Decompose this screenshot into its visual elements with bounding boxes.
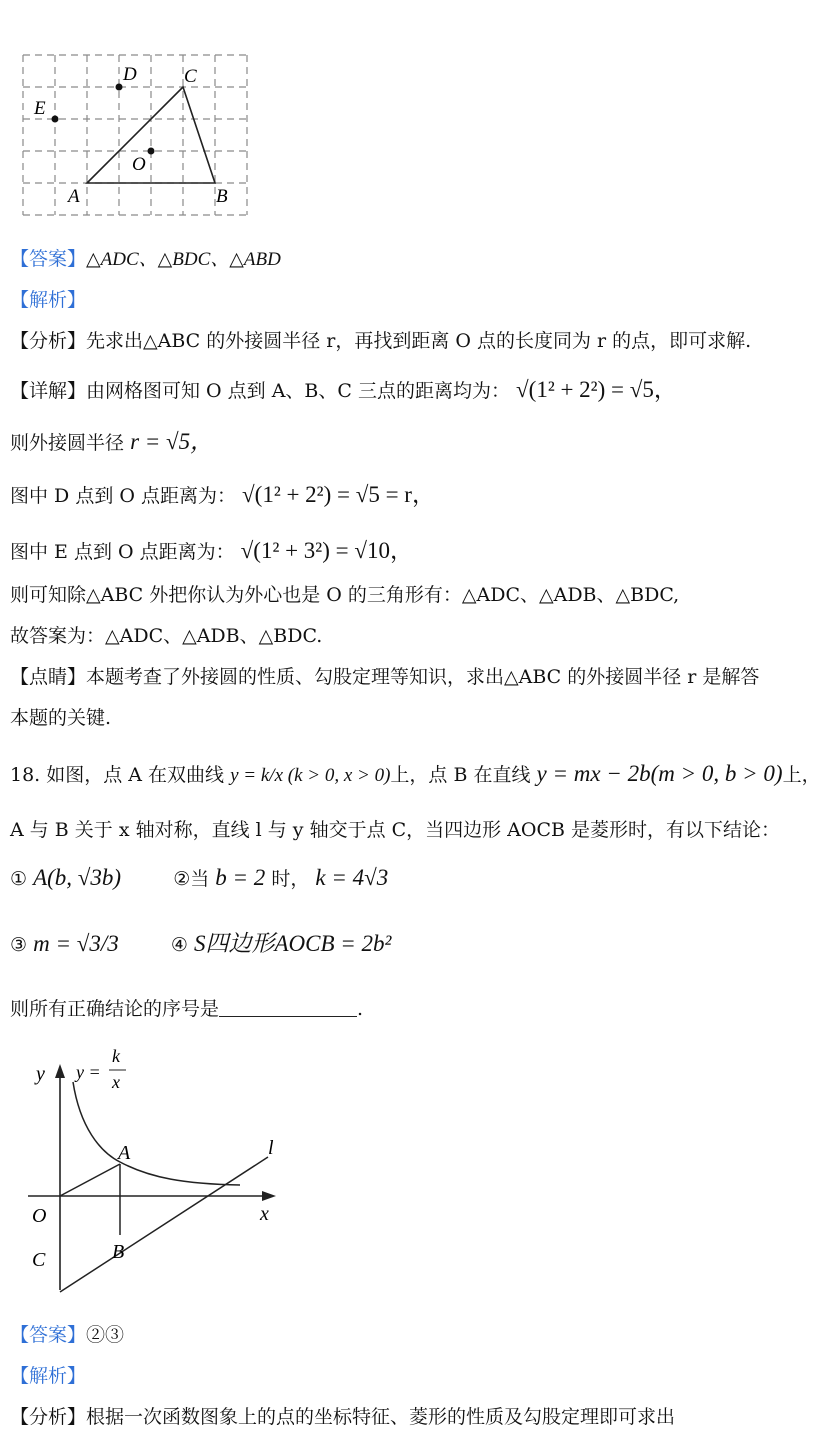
fig2-label-o: O	[32, 1205, 47, 1227]
fig2-label-x: x	[260, 1203, 269, 1225]
p17-line1: 由网格图可知 O 点到 A、B、C 三点的距离均为：	[86, 380, 510, 402]
p18-q1-math1: y = k/x (k > 0, x > 0)	[230, 765, 391, 786]
p17-line4-prefix: 图中 E 点到 O 点距离为：	[10, 541, 235, 563]
p17-dianjing-text1: 本题考查了外接圆的性质、勾股定理等知识，求出△ABC 的外接圆半径 r 是解答	[86, 666, 760, 688]
p18-q1-a: 18. 如图，点 A 在双曲线	[10, 764, 225, 786]
p18-c3-mark: ③	[10, 934, 28, 956]
p17-fenxi-tag: 【分析】	[10, 330, 87, 352]
p18-fenxi-text: 根据一次函数图象上的点的坐标特征、菱形的性质及勾股定理即可求出	[86, 1406, 676, 1428]
p18-c2-mid: 时，	[271, 868, 310, 890]
p17-dianjing-text2: 本题的关键.	[10, 707, 112, 729]
p18-q1-math2: y = mx − 2b(m > 0, b > 0)	[536, 761, 783, 786]
p17-line2-math: r = √5，	[130, 429, 214, 454]
p17-line4-math: √(1² + 3²) = √10，	[240, 538, 413, 563]
point-o	[148, 148, 155, 155]
p17-dianjing-line	[10, 663, 759, 691]
p18-answer-text: ②③	[86, 1324, 125, 1346]
point-d	[116, 84, 123, 91]
p17-fenxi-line	[10, 327, 751, 355]
p17-answer-line	[10, 245, 281, 274]
p18-question-line1	[10, 760, 821, 790]
p17-line2-prefix: 则外接圆半径	[10, 432, 125, 454]
point-e	[52, 116, 59, 123]
p18-c1-mark: ①	[10, 868, 28, 890]
p18-conclusions-1-2	[10, 864, 388, 893]
p18-question-line2: A 与 B 关于 x 轴对称，直线 l 与 y 轴交于点 C，当四边形 AOCB 是菱形时，有以下结论：	[10, 819, 781, 841]
label-a: A	[68, 186, 80, 207]
p18-c1-math: A(b, √3b)	[33, 865, 122, 890]
p18-c3-math: m = √3/3	[33, 931, 119, 956]
answer-blank[interactable]	[219, 996, 357, 1017]
p17-line2	[10, 428, 213, 457]
p18-q1-b: 上，点 B 在直线	[390, 764, 531, 786]
p18-c2-mark: ②当	[173, 868, 210, 890]
p18-q1-c: 上，	[782, 764, 821, 786]
p18-fenxi-tag: 【分析】	[10, 1406, 87, 1428]
fig2-label-k: k	[112, 1046, 120, 1066]
p17-line5: 则可知除△ABC 外把你认为外心也是 O 的三角形有：△ADC、△ADB、△BDC,	[10, 584, 680, 606]
p17-answer-text: △ADC、△BDC、△ABD	[86, 249, 281, 270]
p17-dianjing-tag: 【点睛】	[10, 666, 87, 688]
label-e: E	[34, 98, 46, 119]
label-o: O	[132, 154, 146, 175]
p17-line3-prefix: 图中 D 点到 O 点距离为：	[10, 485, 236, 507]
p18-answer-tag: 【答案】	[10, 1324, 87, 1346]
fig2-label-x-den: x	[112, 1072, 120, 1092]
fig2-label-l: l	[268, 1137, 274, 1159]
p18-c2-math2: k = 4√3	[315, 865, 389, 890]
p17-fenxi-text: 先求出△ABC 的外接圆半径 r，再找到距离 O 点的长度同为 r 的点，即可求解.	[86, 330, 752, 352]
label-b: B	[216, 186, 228, 207]
fig2-label-c: C	[32, 1249, 46, 1271]
hyperbola-curve	[73, 1082, 240, 1185]
hyperbola-figure	[20, 1042, 300, 1302]
grid-triangle-figure	[18, 50, 258, 230]
p17-xiangjie-tag: 【详解】	[10, 380, 87, 402]
p17-line6: 故答案为：△ADC、△ADB、△BDC.	[10, 625, 323, 647]
p18-fenxi-line	[10, 1403, 675, 1431]
label-c: C	[184, 66, 197, 87]
p18-conclusions-3-4	[10, 930, 391, 959]
fig2-label-eq-y: y =	[76, 1062, 101, 1082]
p17-line3-math: √(1² + 2²) = √5 = r，	[242, 482, 435, 507]
fig2-label-a: A	[118, 1142, 131, 1164]
p17-analysis-tag: 【解析】	[10, 289, 87, 311]
p18-answer-line	[10, 1321, 124, 1349]
p18-c4-math: S四边形AOCB = 2b²	[193, 931, 392, 956]
p17-answer-tag: 【答案】	[10, 248, 87, 270]
p18-ask-end: .	[357, 998, 364, 1020]
p18-c2-math1: b = 2	[215, 865, 266, 890]
p17-line1-math: √(1² + 2²) = √5，	[516, 377, 677, 402]
fig2-label-y: y	[36, 1063, 45, 1085]
label-d: D	[123, 64, 137, 85]
p17-xiangjie-line	[10, 376, 677, 405]
p17-line3	[10, 481, 435, 510]
p17-line4	[10, 537, 413, 566]
p18-ask-line	[10, 995, 363, 1023]
p18-analysis-tag: 【解析】	[10, 1365, 87, 1387]
fig2-label-b: B	[112, 1241, 125, 1263]
p18-ask-text: 则所有正确结论的序号是	[10, 998, 220, 1020]
p18-c4-mark: ④	[170, 934, 188, 956]
